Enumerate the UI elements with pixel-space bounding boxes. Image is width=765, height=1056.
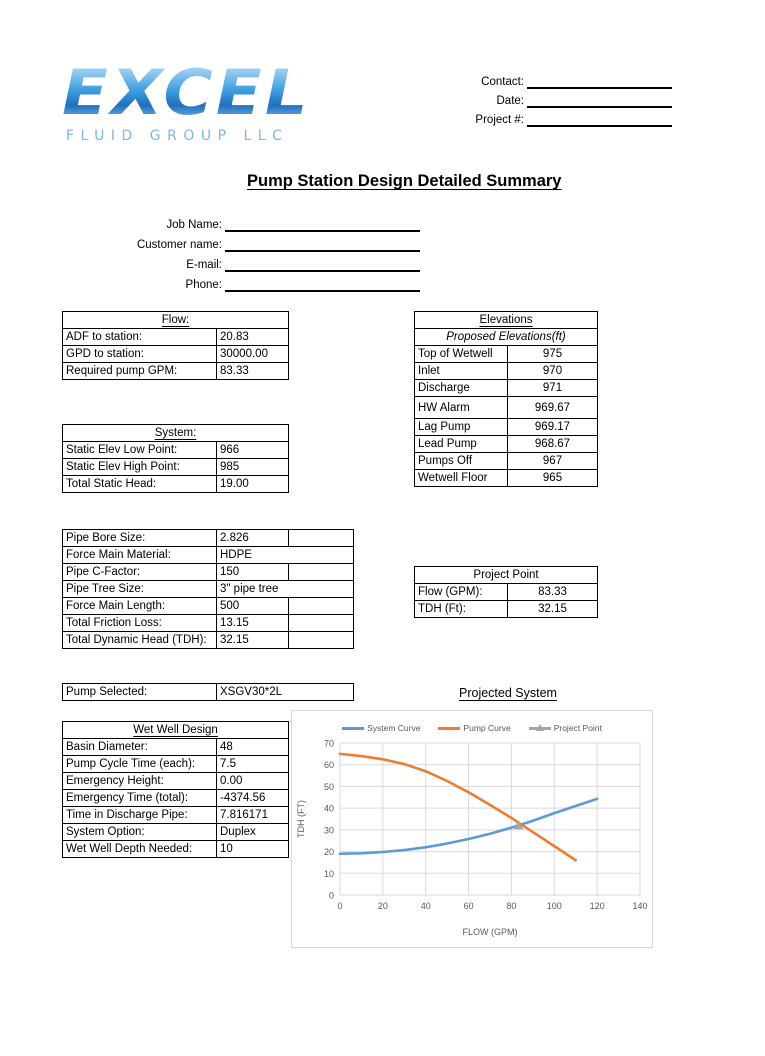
projected-system-chart (291, 710, 653, 948)
row-value[interactable]: 967 (508, 453, 598, 470)
customer-name-field-row (108, 236, 420, 252)
row-value[interactable]: 150 (217, 564, 289, 581)
table-row (63, 739, 289, 756)
table-row (415, 329, 598, 346)
row-value[interactable]: 13.15 (217, 615, 289, 632)
project-number-input[interactable] (527, 111, 672, 127)
table-row (63, 632, 354, 649)
row-label: Pump Cycle Time (each): (63, 756, 217, 773)
customer-name-input[interactable] (225, 236, 420, 252)
page-title: Pump Station Design Detailed Summary (247, 172, 562, 190)
table-row (63, 790, 289, 807)
row-label: HW Alarm (415, 397, 508, 419)
row-value[interactable]: 3" pipe tree (217, 581, 354, 598)
row-label: Total Dynamic Head (TDH): (63, 632, 217, 649)
row-label: Discharge (415, 380, 508, 397)
table-row (63, 530, 354, 547)
row-label: TDH (Ft): (415, 601, 508, 618)
projected-system-label: Projected System (459, 686, 557, 700)
row-value[interactable]: 985 (217, 459, 289, 476)
svg-text:20: 20 (323, 847, 334, 858)
project-point-table-title: Project Point (415, 567, 598, 584)
row-spacer (289, 530, 354, 547)
table-row (63, 346, 289, 363)
table-row (63, 547, 354, 564)
row-label: Pipe C-Factor: (63, 564, 217, 581)
row-label: Wet Well Depth Needed: (63, 841, 217, 858)
svg-text:140: 140 (632, 901, 648, 911)
row-value[interactable]: 966 (217, 442, 289, 459)
chart-legend (292, 723, 652, 733)
row-label: System Option: (63, 824, 217, 841)
flow-table-title: Flow: (63, 312, 289, 329)
row-value[interactable]: 0.00 (217, 773, 289, 790)
phone-label: Phone: (185, 279, 222, 291)
row-value[interactable]: 975 (508, 346, 598, 363)
email-label: E-mail: (186, 259, 222, 271)
row-value[interactable]: 10 (217, 841, 289, 858)
row-value[interactable]: 30000.00 (217, 346, 289, 363)
row-label: Total Static Head: (63, 476, 217, 493)
row-value[interactable]: 32.15 (217, 632, 289, 649)
table-row (63, 841, 289, 858)
row-spacer (289, 615, 354, 632)
legend-item-pump-curve[interactable] (438, 723, 510, 733)
table-row (63, 476, 289, 493)
table-row (415, 601, 598, 618)
svg-text:70: 70 (323, 738, 334, 749)
wet-well-table-title: Wet Well Design (63, 722, 289, 739)
svg-text:10: 10 (323, 868, 334, 879)
row-label: Total Friction Loss: (63, 615, 217, 632)
elevations-table-subtitle: Proposed Elevations(ft) (415, 329, 598, 346)
row-label: Static Elev Low Point: (63, 442, 217, 459)
pump-selected-table (62, 683, 354, 701)
table-row (415, 419, 598, 436)
legend-swatch-icon (438, 727, 460, 730)
contact-input[interactable] (527, 73, 672, 89)
row-value[interactable]: 971 (508, 380, 598, 397)
customer-name-label: Customer name: (136, 239, 222, 251)
row-label: Lead Pump (415, 436, 508, 453)
row-label: Basin Diameter: (63, 739, 217, 756)
svg-text:0: 0 (337, 901, 343, 911)
row-spacer (289, 598, 354, 615)
table-row (63, 684, 354, 701)
svg-text:40: 40 (323, 803, 334, 814)
row-value[interactable]: 83.33 (508, 584, 598, 601)
table-row (415, 346, 598, 363)
row-value[interactable]: 965 (508, 470, 598, 487)
row-label: Top of Wetwell (415, 346, 508, 363)
table-row (415, 453, 598, 470)
table-row (63, 312, 289, 329)
table-row (415, 584, 598, 601)
row-label: Wetwell Floor (415, 470, 508, 487)
table-row (63, 807, 289, 824)
row-label: Time in Discharge Pipe: (63, 807, 217, 824)
row-label: ADF to station: (63, 329, 217, 346)
table-row (63, 824, 289, 841)
chart-plot (292, 735, 654, 947)
table-row (63, 329, 289, 346)
job-name-input[interactable] (225, 216, 420, 232)
row-label: Emergency Height: (63, 773, 217, 790)
row-value[interactable]: 2.826 (217, 530, 289, 547)
project-number-field-row (452, 111, 672, 127)
table-row (415, 436, 598, 453)
table-row (415, 312, 598, 329)
logo-tagline: FLUID GROUP LLC (66, 128, 289, 144)
date-input[interactable] (527, 92, 672, 108)
row-label: Static Elev High Point: (63, 459, 217, 476)
wet-well-design-table (62, 721, 289, 858)
row-value[interactable]: 7.5 (217, 756, 289, 773)
row-value[interactable]: 970 (508, 363, 598, 380)
row-label: Pipe Bore Size: (63, 530, 217, 547)
svg-text:30: 30 (323, 825, 334, 836)
table-row (415, 470, 598, 487)
svg-text:50: 50 (323, 781, 334, 792)
table-row (63, 756, 289, 773)
job-info-fields (108, 216, 420, 296)
row-value[interactable]: XSGV30*2L (217, 684, 354, 701)
legend-label: System Curve (367, 723, 421, 733)
row-value[interactable]: 32.15 (508, 601, 598, 618)
svg-text:60: 60 (323, 760, 334, 771)
table-row (63, 615, 354, 632)
row-spacer (289, 632, 354, 649)
svg-text:0: 0 (328, 890, 334, 901)
table-row (63, 598, 354, 615)
date-label: Date: (496, 95, 524, 107)
row-value[interactable]: 968.67 (508, 436, 598, 453)
svg-text:TDH (FT): TDH (FT) (296, 800, 306, 838)
email-field-row (108, 256, 420, 272)
phone-input[interactable] (225, 276, 420, 292)
svg-text:100: 100 (546, 901, 562, 911)
row-label: Inlet (415, 363, 508, 380)
row-value[interactable]: 969.67 (508, 397, 598, 419)
table-row (63, 425, 289, 442)
legend-label: Pump Curve (463, 723, 511, 733)
row-value[interactable]: 7.816171 (217, 807, 289, 824)
table-row (415, 567, 598, 584)
row-value[interactable]: 83.33 (217, 363, 289, 380)
pipe-details-table (62, 529, 354, 649)
project-number-label: Project #: (475, 114, 524, 126)
row-label: GPD to station: (63, 346, 217, 363)
table-row (63, 363, 289, 380)
row-value[interactable]: 969.17 (508, 419, 598, 436)
svg-text:120: 120 (589, 901, 605, 911)
table-row (415, 397, 598, 419)
svg-text:FLOW (GPM): FLOW (GPM) (462, 927, 518, 937)
email-input[interactable] (225, 256, 420, 272)
row-value[interactable]: HDPE (217, 547, 354, 564)
svg-text:20: 20 (377, 901, 388, 911)
contact-label: Contact: (481, 76, 524, 88)
row-label: Force Main Material: (63, 547, 217, 564)
row-label: Force Main Length: (63, 598, 217, 615)
row-value[interactable]: Duplex (217, 824, 289, 841)
row-spacer (289, 564, 354, 581)
row-label: Pipe Tree Size: (63, 581, 217, 598)
elevations-table (414, 311, 598, 487)
system-table (62, 424, 289, 493)
row-label: Emergency Time (total): (63, 790, 217, 807)
table-row (63, 442, 289, 459)
table-row (63, 564, 354, 581)
contact-fields (452, 73, 672, 130)
legend-item-system-curve[interactable] (342, 723, 420, 733)
table-row (63, 581, 354, 598)
row-label: Required pump GPM: (63, 363, 217, 380)
phone-field-row (108, 276, 420, 292)
job-name-field-row (108, 216, 420, 232)
table-row (63, 773, 289, 790)
table-row (63, 722, 289, 739)
job-name-label: Job Name: (166, 219, 222, 231)
project-point-table (414, 566, 598, 618)
svg-text:80: 80 (506, 901, 517, 911)
svg-text:40: 40 (420, 901, 431, 911)
date-field-row (452, 92, 672, 108)
company-logo (62, 56, 392, 144)
row-value[interactable]: 500 (217, 598, 289, 615)
row-value[interactable]: 48 (217, 739, 289, 756)
row-label: Pump Selected: (63, 684, 217, 701)
row-value[interactable]: -4374.56 (217, 790, 289, 807)
table-row (63, 459, 289, 476)
elevations-table-title: Elevations (415, 312, 598, 329)
legend-label: Project Point (553, 723, 602, 733)
logo-wordmark: EXCEL (62, 62, 418, 124)
flow-table (62, 311, 289, 380)
row-label: Pumps Off (415, 453, 508, 470)
row-label: Lag Pump (415, 419, 508, 436)
legend-marker-icon (529, 727, 551, 730)
row-label: Flow (GPM): (415, 584, 508, 601)
contact-field-row (452, 73, 672, 89)
legend-item-project-point[interactable] (529, 723, 602, 733)
row-value[interactable]: 19.00 (217, 476, 289, 493)
svg-text:60: 60 (463, 901, 474, 911)
table-row (415, 363, 598, 380)
row-value[interactable]: 20.83 (217, 329, 289, 346)
system-table-title: System: (63, 425, 289, 442)
table-row (415, 380, 598, 397)
legend-swatch-icon (342, 727, 364, 730)
